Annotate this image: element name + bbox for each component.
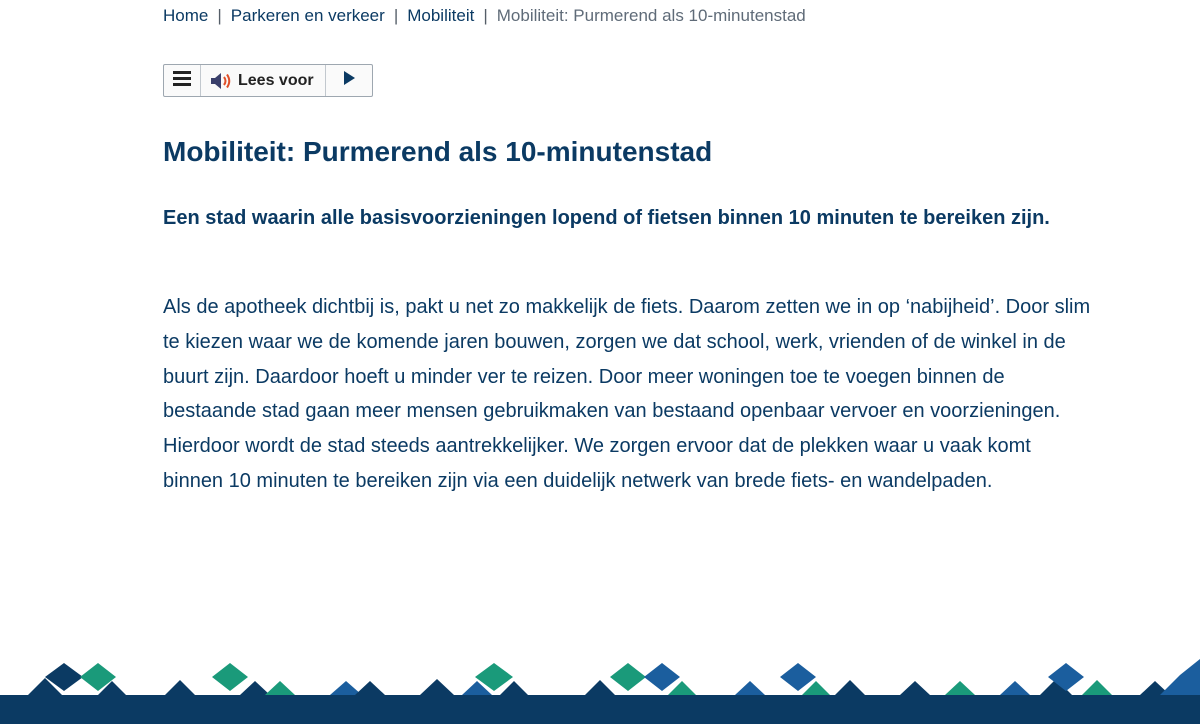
breadcrumb-separator: | xyxy=(217,6,222,25)
play-icon xyxy=(342,70,356,91)
breadcrumb-separator: | xyxy=(483,6,488,25)
breadcrumb-separator: | xyxy=(393,6,399,25)
footer-band xyxy=(0,695,1200,724)
breadcrumb-mobiliteit[interactable]: Mobiliteit xyxy=(407,6,475,25)
speaker-icon xyxy=(210,72,232,90)
breadcrumb-home[interactable]: Home xyxy=(163,6,209,25)
breadcrumb-parkeren-en-verkeer[interactable]: Parkeren en verkeer xyxy=(230,6,385,25)
lees-voor-label: Lees voor xyxy=(238,71,314,89)
readspeaker-toolbar xyxy=(163,64,373,97)
intro-paragraph: Een stad waarin alle basisvoorzieningen lopend of fietsen binnen 10 minuten te bereiken zijn. xyxy=(163,207,1050,229)
breadcrumb xyxy=(163,5,806,27)
lees-voor-button[interactable] xyxy=(201,65,326,96)
page-title: Mobiliteit: Purmerend als 10-minutenstad xyxy=(163,136,713,167)
footer-decoration xyxy=(0,655,1200,700)
body-paragraph: Als de apotheek dichtbij is, pakt u net zo makkelijk de fiets. Daarom zetten we in op ‘nabijheid’. Door slim te kiezen waar we de komende jaren bouwen, zorgen we dat school, werk, vrienden of de winkel in de buurt zijn. Daardoor hoeft u minder ver te reizen. Door meer woningen toe te voegen binnen de bestaande stad gaan meer mensen gebruikmaken van bestaand openbaar vervoer en voorzieningen. Hierdoor wordt de stad steeds aantrekkelijker. We zorgen ervoor dat de plekken waar u vaak komt binnen 10 minuten te bereiken zijn via een duidelijk netwerk van brede fiets- en wandelpaden. xyxy=(163,296,1091,492)
hamburger-icon xyxy=(173,71,191,91)
readspeaker-menu-button[interactable] xyxy=(164,65,201,96)
breadcrumb-current: Mobiliteit: Purmerend als 10-minutenstad xyxy=(496,6,806,25)
play-button[interactable] xyxy=(326,65,372,96)
